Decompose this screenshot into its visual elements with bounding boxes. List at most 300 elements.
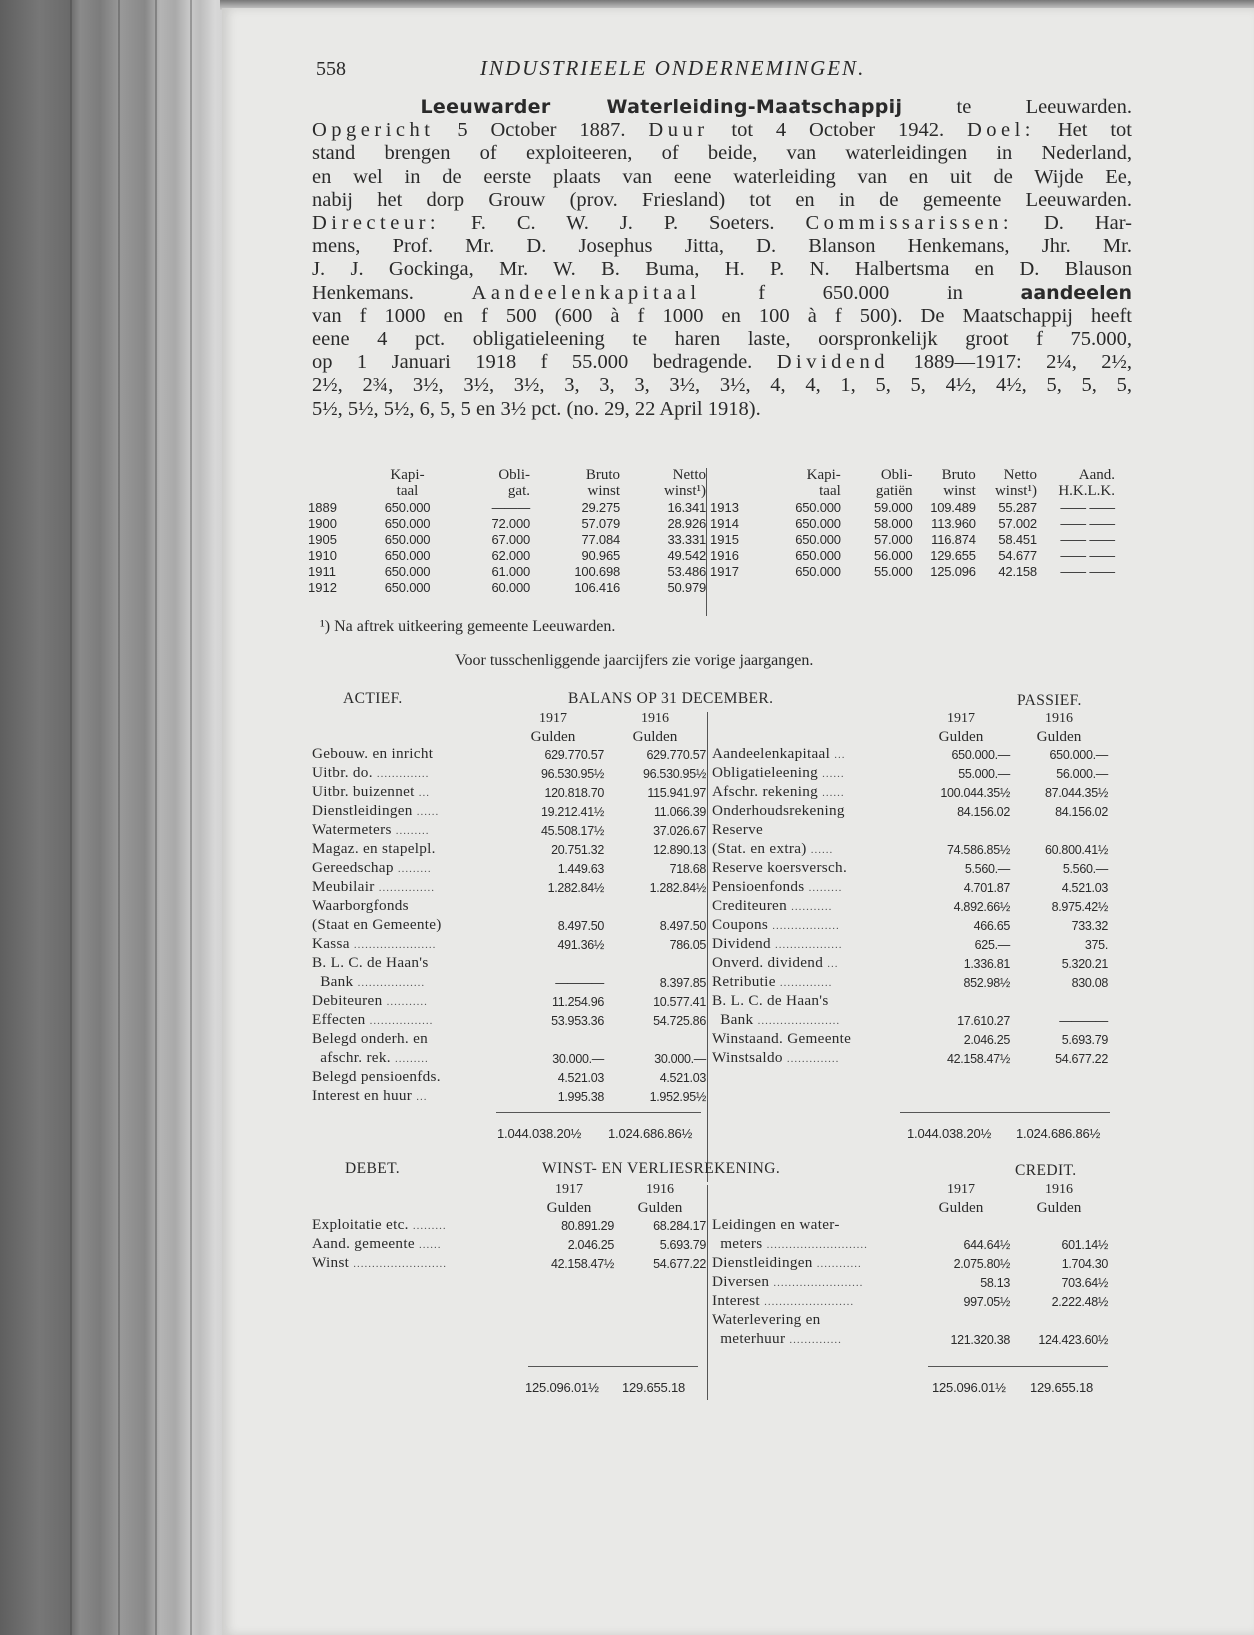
table-row bbox=[712, 859, 1108, 878]
row-label bbox=[312, 954, 502, 973]
balance-divider bbox=[707, 712, 708, 1182]
cell: 60.000 bbox=[491, 580, 530, 595]
row-label bbox=[312, 1235, 524, 1254]
value-1916: 30.000.— bbox=[654, 1052, 706, 1067]
cell: 33.331 bbox=[667, 532, 706, 547]
col-header: taal bbox=[396, 483, 419, 499]
value-1916: 96.530.95½ bbox=[642, 767, 706, 782]
value-1916: 124.423.60½ bbox=[1038, 1333, 1108, 1348]
cell: —— —— bbox=[1060, 564, 1115, 579]
line-text: D. Har- bbox=[1013, 212, 1132, 235]
value-1916 bbox=[604, 897, 706, 916]
table-row bbox=[312, 1087, 706, 1106]
cell: 55.287 bbox=[998, 500, 1037, 515]
value-1916: 786.05 bbox=[669, 938, 706, 953]
line: 2½, 2¾, 3½, 3½, 3½, 3, 3, 3, 3½, 3½, 4, 4, 1, 5, 5, 4½, 4½, 5, 5, 5, bbox=[312, 374, 1132, 397]
value-1916: 12.890.13 bbox=[653, 843, 706, 858]
leader-dots: ............... bbox=[378, 882, 435, 895]
label-text: Uitbr. buizennet bbox=[312, 783, 415, 801]
value-1916: 629.770.57 bbox=[646, 748, 706, 763]
table-row bbox=[710, 499, 1115, 515]
profit-loss-title: WINST- EN VERLIESREKENING. bbox=[542, 1160, 781, 1177]
table-row bbox=[308, 579, 706, 595]
value-1917: 84.156.02 bbox=[957, 805, 1010, 820]
leader-dots: ................. bbox=[369, 1015, 434, 1028]
cell-year: 1910 bbox=[308, 548, 337, 563]
currency-header: Gulden bbox=[1036, 728, 1082, 746]
page-number: 558 bbox=[316, 58, 346, 80]
col-header: Obli- bbox=[880, 467, 913, 483]
value-1917: 8.497.50 bbox=[557, 919, 604, 934]
value-1916: 8.397.85 bbox=[659, 976, 706, 991]
col-header: winst bbox=[943, 483, 976, 499]
table-row bbox=[312, 992, 706, 1011]
line: J. J. Gockinga, Mr. W. B. Buma, H. P. N. Halbertsma en D. Blauson bbox=[312, 258, 1132, 281]
cell: 650.000 bbox=[384, 580, 431, 595]
line: 5½, 5½, 5½, 6, 5, 5 en 3½ pct. (no. 29, 22 April 1918). bbox=[312, 397, 761, 420]
table-row bbox=[712, 1273, 1108, 1292]
line: stand brengen of exploiteeren, of beide, van waterleidingen in Nederland, bbox=[312, 142, 1132, 165]
table-row bbox=[712, 897, 1108, 916]
credit-title: CREDIT. bbox=[1015, 1162, 1077, 1179]
value-1916: 87.044.35½ bbox=[1044, 786, 1108, 801]
value-1916: 11.066.39 bbox=[654, 805, 706, 820]
line-text: F. C. W. J. P. Soeters. bbox=[440, 212, 806, 235]
row-label bbox=[712, 1311, 912, 1330]
balance-liabilities-table bbox=[712, 709, 1108, 1068]
label-text: Winstaand. Gemeente bbox=[712, 1030, 852, 1048]
leader-dots: .............. bbox=[376, 768, 430, 781]
company-name: Leeuwarder Waterleiding-Maatschappij bbox=[420, 96, 903, 118]
label-text: Aand. gemeente bbox=[312, 1235, 415, 1253]
row-label bbox=[712, 1292, 912, 1311]
label-text: meters bbox=[712, 1235, 763, 1253]
label-text: afschr. rek. bbox=[312, 1049, 391, 1067]
col-header: Kapi- bbox=[806, 467, 841, 483]
table-row bbox=[712, 783, 1108, 802]
leader-dots: ...... bbox=[810, 844, 834, 857]
line-text: 5 October 1887. bbox=[434, 119, 649, 142]
line-text: tot 4 October 1942. bbox=[708, 119, 967, 142]
line-title bbox=[312, 96, 1132, 119]
label-aandeelenkapitaal: Aandeelenkapitaal bbox=[471, 281, 701, 304]
line: nabij het dorp Grouw (prov. Friesland) tot en in de gemeente Leeuwarden. bbox=[312, 188, 1132, 211]
table-row bbox=[312, 764, 706, 783]
year-header: 1917 bbox=[539, 711, 567, 727]
row-label bbox=[312, 897, 502, 916]
value-1916: 37.026.67 bbox=[653, 824, 706, 839]
cell: 59.000 bbox=[873, 500, 913, 515]
row-label bbox=[712, 935, 912, 954]
leader-dots: ... bbox=[418, 787, 431, 800]
year-header: 1917 bbox=[947, 1182, 975, 1198]
label-text: Diversen bbox=[712, 1273, 770, 1291]
row-label bbox=[712, 859, 912, 878]
line-text: te Leeuwarden. bbox=[902, 96, 1133, 118]
row-label bbox=[312, 1254, 524, 1273]
value-1917: 629.770.57 bbox=[544, 748, 604, 763]
table-row bbox=[712, 764, 1108, 783]
cell: 57.000 bbox=[873, 532, 913, 547]
table-row bbox=[712, 1030, 1108, 1049]
debet-title: DEBET. bbox=[345, 1160, 401, 1177]
label-text: Watermeters bbox=[312, 821, 392, 839]
footnote: ¹) Na aftrek uitkeering gemeente Leeuwarden. bbox=[320, 618, 616, 635]
leader-dots: .............. bbox=[789, 1334, 842, 1347]
table-row bbox=[308, 499, 706, 515]
cell: 116.874 bbox=[931, 532, 976, 547]
leader-dots: .............. bbox=[779, 977, 833, 990]
cell: 28.926 bbox=[667, 516, 706, 531]
leader-dots: ...... bbox=[822, 768, 845, 781]
label-text: Interest en huur bbox=[312, 1087, 413, 1105]
cell: 72.000 bbox=[491, 516, 530, 531]
table-row bbox=[308, 515, 706, 531]
label-text: Bank bbox=[712, 1011, 754, 1029]
cell: 650.000 bbox=[795, 500, 841, 515]
value-1917 bbox=[912, 1216, 1010, 1235]
row-label bbox=[312, 935, 502, 954]
leader-dots: ......................... bbox=[353, 1258, 448, 1271]
leader-dots: .................. bbox=[357, 977, 426, 990]
value-1917 bbox=[502, 954, 604, 973]
label-text: Reserve bbox=[712, 821, 764, 839]
balance-assets-table bbox=[312, 709, 706, 1106]
table-row bbox=[712, 1011, 1108, 1030]
row-label bbox=[312, 1030, 502, 1049]
liabilities-total-1916: 1.024.686.86½ bbox=[1016, 1126, 1101, 1141]
line-text: Henkemans. bbox=[312, 281, 472, 304]
col-header: Netto bbox=[672, 467, 706, 483]
cell: 100.698 bbox=[574, 564, 620, 579]
value-1917: 650.000.— bbox=[951, 748, 1010, 763]
table-row bbox=[710, 563, 1115, 579]
table-row bbox=[712, 1254, 1108, 1273]
row-label bbox=[712, 1049, 912, 1068]
value-1917: 58.13 bbox=[980, 1276, 1010, 1291]
total-rule bbox=[496, 1112, 701, 1113]
cell: 650.000 bbox=[795, 516, 841, 531]
currency-header: Gulden bbox=[637, 1199, 683, 1217]
value-1916: 1.282.84½ bbox=[649, 881, 706, 896]
label-aandeelen: aandeelen bbox=[1020, 281, 1132, 304]
cell: 129.655 bbox=[930, 548, 976, 563]
table-row bbox=[712, 954, 1108, 973]
value-1916: 54.725.86 bbox=[653, 1014, 706, 1029]
table-row bbox=[308, 531, 706, 547]
label-text: Waterlevering en bbox=[712, 1311, 821, 1329]
value-1917: 42.158.47½ bbox=[946, 1052, 1010, 1067]
row-label bbox=[712, 840, 912, 859]
value-1917: 2.046.25 bbox=[963, 1033, 1010, 1048]
row-label bbox=[312, 764, 502, 783]
pl-debit-table bbox=[312, 1180, 706, 1273]
label-text: Winstsaldo bbox=[712, 1049, 783, 1067]
cell: 16.341 bbox=[667, 500, 706, 515]
col-header: winst¹) bbox=[664, 483, 706, 499]
value-1916: 5.320.21 bbox=[1061, 957, 1108, 972]
value-1917: 4.521.03 bbox=[557, 1071, 604, 1086]
cell: —— —— bbox=[1060, 500, 1115, 515]
value-1916: 84.156.02 bbox=[1055, 805, 1108, 820]
row-label bbox=[712, 973, 912, 992]
label-text: Exploitatie etc. bbox=[312, 1216, 409, 1234]
credit-total-1917: 125.096.01½ bbox=[932, 1380, 1006, 1395]
value-1917: 53.953.36 bbox=[551, 1014, 604, 1029]
cell: 650.000 bbox=[384, 532, 431, 547]
table-row bbox=[312, 897, 706, 916]
value-1916: 830.08 bbox=[1071, 976, 1108, 991]
value-1916: 4.521.03 bbox=[659, 1071, 706, 1086]
label-text: Gereedschap bbox=[312, 859, 394, 877]
leader-dots: .............. bbox=[786, 1053, 840, 1066]
leader-dots: ............ bbox=[816, 1258, 862, 1271]
value-1917: 17.610.27 bbox=[957, 1014, 1010, 1029]
value-1917: 96.530.95½ bbox=[540, 767, 604, 782]
leader-dots: ......... bbox=[395, 825, 430, 838]
cell: —— —— bbox=[1060, 548, 1115, 563]
liabilities-rows bbox=[712, 745, 1108, 1068]
label-text: Retributie bbox=[712, 973, 776, 991]
row-label bbox=[712, 802, 912, 821]
value-1916 bbox=[604, 1030, 706, 1049]
label-text: Reserve koersversch. bbox=[712, 859, 848, 877]
line-capital bbox=[312, 282, 1132, 305]
leader-dots: ...................... bbox=[353, 939, 437, 952]
value-1917: 121.320.38 bbox=[950, 1333, 1010, 1348]
row-label bbox=[712, 821, 912, 840]
col-header: gatiën bbox=[875, 483, 913, 499]
cell-year: 1915 bbox=[710, 532, 739, 547]
table-row bbox=[712, 1049, 1108, 1068]
table-row bbox=[712, 1216, 1108, 1235]
credit-total-1916: 129.655.18 bbox=[1030, 1380, 1094, 1395]
table-row bbox=[312, 954, 706, 973]
label-text: (Staat en Gemeente) bbox=[312, 916, 442, 934]
label-text: Belegd onderh. en bbox=[312, 1030, 429, 1048]
leader-dots: ......... bbox=[397, 863, 432, 876]
cell: —— —— bbox=[1060, 532, 1115, 547]
label-text: Onverd. dividend bbox=[712, 954, 824, 972]
line-dividend bbox=[312, 351, 1132, 374]
label-text: Belegd pensioenfds. bbox=[312, 1068, 441, 1086]
label-text: B. L. C. de Haan's bbox=[712, 992, 829, 1010]
value-1916 bbox=[1010, 992, 1108, 1011]
cell: 650.000 bbox=[384, 516, 431, 531]
year-header: 1916 bbox=[1045, 1182, 1073, 1198]
label-opgericht: Opgericht bbox=[312, 119, 435, 142]
value-1916: 375. bbox=[1084, 938, 1108, 953]
row-label bbox=[712, 916, 912, 935]
debit-total-1917: 125.096.01½ bbox=[525, 1380, 599, 1395]
leader-dots: ...... bbox=[822, 787, 845, 800]
row-label bbox=[312, 916, 502, 935]
cell: 54.677 bbox=[998, 548, 1037, 563]
label-duur: Duur bbox=[648, 119, 709, 142]
col-header: taal bbox=[819, 483, 841, 499]
table-row bbox=[712, 821, 1108, 840]
table-row bbox=[710, 547, 1115, 563]
cell: ——— bbox=[491, 500, 530, 515]
table-row bbox=[712, 802, 1108, 821]
table-row bbox=[710, 515, 1115, 531]
value-1917: 2.075.80½ bbox=[953, 1257, 1010, 1272]
value-1916 bbox=[1010, 1216, 1108, 1235]
label-directeur: Directeur: bbox=[312, 212, 441, 235]
table-row bbox=[312, 1216, 706, 1235]
cell: 113.960 bbox=[931, 516, 976, 531]
cell: 56.000 bbox=[873, 548, 913, 563]
cell: 77.084 bbox=[581, 532, 620, 547]
cell: —— —— bbox=[1060, 516, 1115, 531]
value-1917: 11.254.96 bbox=[552, 995, 604, 1010]
currency-header: Gulden bbox=[546, 1199, 592, 1217]
value-1916: 1.952.95½ bbox=[649, 1090, 706, 1105]
value-1917 bbox=[912, 1311, 1010, 1330]
table-row bbox=[712, 973, 1108, 992]
cell-year: 1889 bbox=[308, 500, 337, 515]
value-1917 bbox=[912, 821, 1010, 840]
leader-dots: ........................ bbox=[764, 1296, 855, 1309]
value-1917: 4.892.66½ bbox=[953, 900, 1010, 915]
row-label bbox=[712, 764, 912, 783]
cell: 29.275 bbox=[581, 500, 620, 515]
value-1917: 19.212.41½ bbox=[540, 805, 604, 820]
cell: 50.979 bbox=[667, 580, 706, 595]
row-label bbox=[312, 1011, 502, 1030]
table-row bbox=[312, 1049, 706, 1068]
cell: 67.000 bbox=[491, 532, 530, 547]
col-header: Bruto bbox=[585, 467, 620, 483]
value-1917: 852.98½ bbox=[963, 976, 1010, 991]
row-label bbox=[312, 973, 502, 992]
actief-title: ACTIEF. bbox=[343, 690, 403, 707]
line-text: op 1 Januari 1918 f 55.000 bedragende. bbox=[312, 351, 777, 374]
year-header: 1916 bbox=[1045, 711, 1073, 727]
table-row bbox=[712, 1235, 1108, 1254]
label-text: Bank bbox=[312, 973, 354, 991]
label-text: Afschr. rekening bbox=[712, 783, 819, 801]
currency-header: Gulden bbox=[938, 728, 984, 746]
col-header: Kapi- bbox=[390, 467, 425, 483]
row-label bbox=[312, 859, 502, 878]
line-text: Het tot bbox=[1035, 119, 1132, 142]
line: mens, Prof. Mr. D. Josephus Jitta, D. Blanson Henkemans, Jhr. Mr. bbox=[312, 235, 1132, 258]
line: eene 4 pct. obligatieleening te haren laste, oorspronkelijk groot f 75.000, bbox=[312, 328, 1132, 351]
cell: 62.000 bbox=[491, 548, 530, 563]
row-label bbox=[312, 878, 502, 897]
value-1917: 42.158.47½ bbox=[550, 1257, 614, 1272]
value-1916: 5.693.79 bbox=[659, 1238, 706, 1253]
history-table-left bbox=[308, 467, 706, 595]
table-row bbox=[312, 1068, 706, 1087]
value-1917: 55.000.— bbox=[958, 767, 1010, 782]
value-1917: 20.751.32 bbox=[551, 843, 604, 858]
total-rule bbox=[900, 1112, 1110, 1113]
value-1916: 601.14½ bbox=[1061, 1238, 1108, 1253]
table-row bbox=[312, 935, 706, 954]
col-header: Bruto bbox=[941, 467, 976, 483]
passief-title: PASSIEF. bbox=[1017, 692, 1082, 709]
leader-dots: ........................ bbox=[773, 1277, 864, 1290]
table-row bbox=[312, 802, 706, 821]
value-1916: 8.497.50 bbox=[659, 919, 706, 934]
value-1916 bbox=[1010, 821, 1108, 840]
year-header: 1917 bbox=[555, 1182, 583, 1198]
value-1916: 5.560.— bbox=[1062, 862, 1108, 877]
table-divider bbox=[706, 468, 707, 616]
label-text: Gebouw. en inricht bbox=[312, 745, 434, 763]
assets-rows bbox=[312, 745, 706, 1106]
value-1917: 80.891.29 bbox=[561, 1219, 614, 1234]
value-1916: 733.32 bbox=[1071, 919, 1108, 934]
label-text: Dienstleidingen bbox=[312, 802, 413, 820]
row-label bbox=[312, 992, 502, 1011]
col-header: Netto bbox=[1003, 467, 1037, 483]
assets-total-1916: 1.024.686.86½ bbox=[608, 1126, 693, 1141]
label-text: Magaz. en stapelpl. bbox=[312, 840, 436, 858]
line-text: 1889—1917: 2¼, 2½, bbox=[889, 351, 1133, 374]
value-1917: 997.05½ bbox=[963, 1295, 1010, 1310]
col-header: winst bbox=[587, 483, 620, 499]
leader-dots: ...................... bbox=[757, 1015, 841, 1028]
leader-dots: ... bbox=[416, 1091, 428, 1104]
row-label bbox=[712, 783, 912, 802]
table-row bbox=[312, 1011, 706, 1030]
cell-year: 1913 bbox=[710, 500, 739, 515]
value-1916: 4.521.03 bbox=[1061, 881, 1108, 896]
value-1917: 45.508.17½ bbox=[540, 824, 604, 839]
value-1917: 2.046.25 bbox=[567, 1238, 614, 1253]
value-1917: 100.044.35½ bbox=[940, 786, 1010, 801]
cell: 49.542 bbox=[667, 548, 706, 563]
table-row bbox=[712, 1311, 1108, 1330]
history-table-right bbox=[710, 467, 1115, 579]
row-label bbox=[312, 802, 502, 821]
pl-divider bbox=[707, 1185, 708, 1400]
cell: 650.000 bbox=[795, 548, 841, 563]
label-text: Aandeelenkapitaal bbox=[712, 745, 831, 763]
value-1916: 2.222.48½ bbox=[1051, 1295, 1108, 1310]
table-row bbox=[312, 745, 706, 764]
label-text: Pensioenfonds bbox=[712, 878, 805, 896]
table-row bbox=[312, 916, 706, 935]
label-text: Winst bbox=[312, 1254, 350, 1272]
table-row bbox=[712, 840, 1108, 859]
cell: 125.096 bbox=[930, 564, 976, 579]
value-1917: 491.36½ bbox=[557, 938, 604, 953]
value-1917: ———— bbox=[555, 976, 604, 991]
row-label bbox=[712, 1273, 912, 1292]
table-row bbox=[312, 973, 706, 992]
line: van f 1000 en f 500 (600 à f 1000 en 100 à f 500). De Maatschappij heeft bbox=[312, 304, 1132, 327]
table-row bbox=[312, 878, 706, 897]
table-row bbox=[712, 745, 1108, 764]
value-1916: 718.68 bbox=[669, 862, 706, 877]
value-1917 bbox=[502, 897, 604, 916]
previous-years-note: Voor tusschenliggende jaarcijfers zie vorige jaargangen. bbox=[455, 652, 814, 669]
value-1916 bbox=[1010, 1311, 1108, 1330]
cell: 57.002 bbox=[998, 516, 1037, 531]
value-1916: ———— bbox=[1059, 1014, 1108, 1029]
cell: 90.965 bbox=[581, 548, 620, 563]
currency-header: Gulden bbox=[1036, 1199, 1082, 1217]
cell: 53.486 bbox=[667, 564, 706, 579]
company-description bbox=[312, 96, 1132, 421]
value-1916: 56.000.— bbox=[1056, 767, 1108, 782]
table-row bbox=[312, 1254, 706, 1273]
col-header: Aand. bbox=[1078, 467, 1115, 483]
